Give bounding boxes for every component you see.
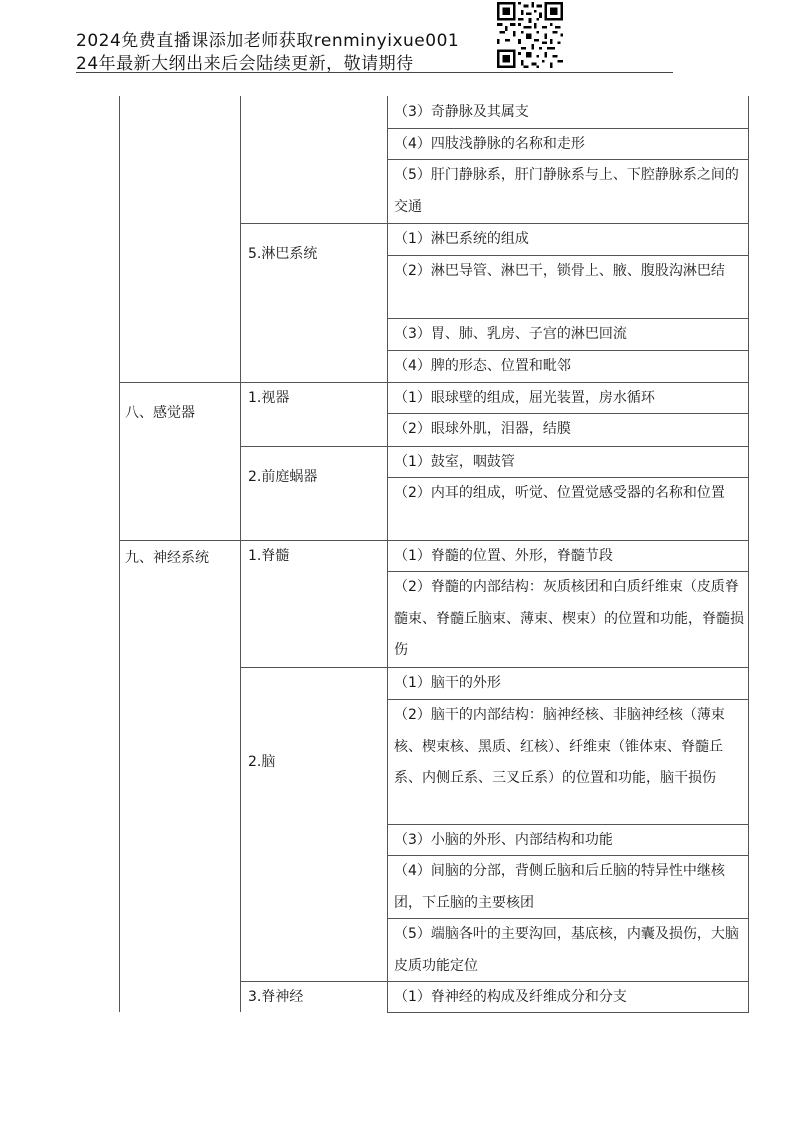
table-row: （1）脊神经的构成及纤维成分和分支 xyxy=(394,989,627,1005)
table-border-right xyxy=(748,96,749,1012)
table-row: （1）脑干的外形 xyxy=(394,675,501,691)
chapter-label: 八、感觉器 xyxy=(125,405,195,421)
table-row: （4）脾的形态、位置和毗邻 xyxy=(394,358,571,374)
table-border-left xyxy=(119,96,120,1012)
table-row: （1）鼓室，咽鼓管 xyxy=(394,454,515,470)
table-row: （2）淋巴导管、淋巴干，锁骨上、腋、腹股沟淋巴结 xyxy=(394,263,725,279)
table-row: （2）眼球外肌，泪器，结膜 xyxy=(394,421,571,437)
table-row: （2）脊髓的内部结构：灰质核团和白质纤维束（皮质脊髓束、脊髓丘脑束、薄束、楔束）的位置和功能，脊髓损伤 xyxy=(394,579,744,658)
unit-label: 3.脊神经 xyxy=(248,989,304,1005)
unit-label: 1.脊髓 xyxy=(248,548,290,564)
table-row: （3）小脑的外形、内部结构和功能 xyxy=(394,832,613,848)
header-divider xyxy=(76,72,673,73)
table-row: （5）端脑各叶的主要沟回，基底核，内囊及损伤，大脑皮质功能定位 xyxy=(394,926,739,974)
chapter-label: 九、神经系统 xyxy=(125,550,209,566)
header-line-1: 2024免费直播课添加老师获取renminyixue001 xyxy=(76,31,460,51)
table-row: （1）眼球壁的组成，屈光装置，房水循环 xyxy=(394,390,655,406)
table-divider-col1 xyxy=(240,96,241,1012)
unit-label: 2.脑 xyxy=(248,754,276,770)
header-line-2: 24年最新大纲出来后会陆续更新，敬请期待 xyxy=(76,54,414,74)
table-row: （4）间脑的分部，背侧丘脑和后丘脑的特异性中继核团，下丘脑的主要核团 xyxy=(394,863,725,911)
table-row: （1）脊髓的位置、外形，脊髓节段 xyxy=(394,548,613,564)
unit-label: 2.前庭蜗器 xyxy=(248,469,318,485)
table-row: （1）淋巴系统的组成 xyxy=(394,231,529,247)
qr-code-icon xyxy=(497,2,563,68)
unit-label: 5.淋巴系统 xyxy=(248,246,318,262)
table-row: （3）胃、肺、乳房、子宫的淋巴回流 xyxy=(394,326,627,342)
table-row: （5）肝门静脉系，肝门静脉系与上、下腔静脉系之间的交通 xyxy=(394,167,739,215)
unit-label: 1.视器 xyxy=(248,390,290,406)
table-row: （3）奇静脉及其属支 xyxy=(394,104,529,120)
table-divider-col2 xyxy=(387,96,388,1012)
table-row: （2）脑干的内部结构：脑神经核、非脑神经核（薄束核、楔束核、黑质、红核）、纤维束（锥体束、脊髓丘系、内侧丘系、三叉丘系）的位置和功能，脑干损伤 xyxy=(394,707,725,786)
table-row: （4）四肢浅静脉的名称和走形 xyxy=(394,136,585,152)
table-row: （2）内耳的组成，听觉、位置觉感受器的名称和位置 xyxy=(394,485,725,501)
